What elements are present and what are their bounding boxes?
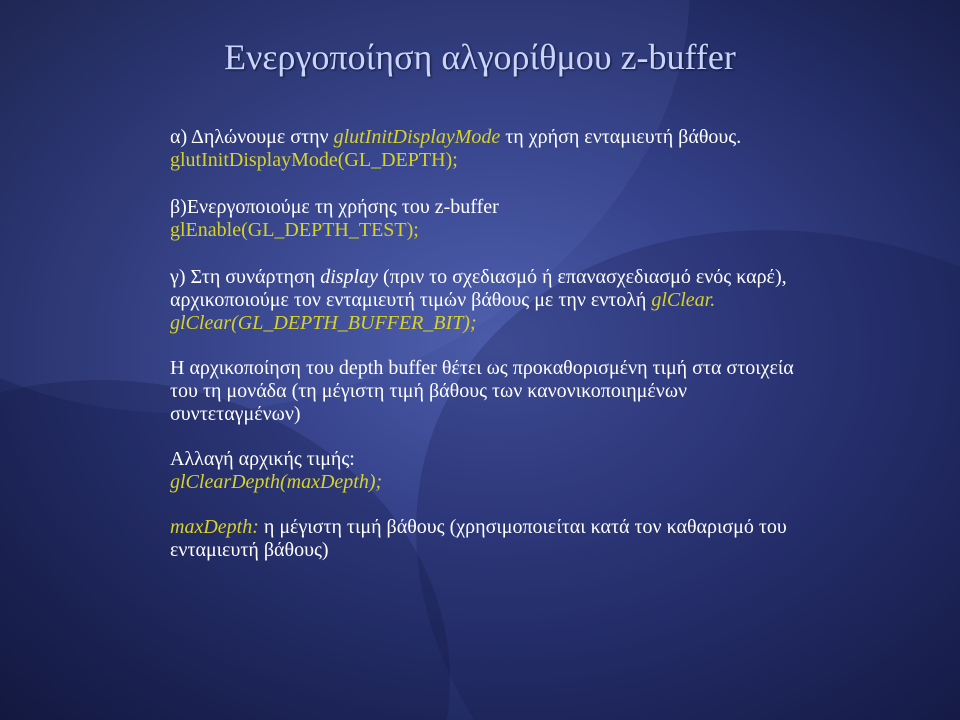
paragraph-f-text: η μέγιστη τιμή βάθους (χρησιμοποιείται κατά τον καθαρισμό του ενταμιευτή βάθους)	[170, 516, 787, 561]
paragraph-a-func: glutInitDisplayMode	[333, 126, 501, 148]
paragraph-a	[170, 126, 810, 149]
paragraph-c-mid: (πριν το σχεδιασμό ή επανασχεδιασμό ενός καρέ), αρχικοποιούμε τον ενταμιευτή τιμών βάθους με την εντολή	[170, 266, 787, 311]
paragraph-f-term: maxDepth:	[170, 516, 259, 538]
paragraph-c-func: display	[320, 266, 378, 288]
code-gl-clear: glClear(GL_DEPTH_BUFFER_BIT);	[170, 312, 477, 334]
code-gl-enable: glEnable(GL_DEPTH_TEST);	[170, 219, 419, 241]
paragraph-f	[170, 516, 810, 562]
slide-content	[170, 126, 810, 562]
paragraph-c-pre: γ) Στη συνάρτηση	[170, 266, 321, 288]
paragraph-a-post: τη χρήση ενταμιευτή βάθους.	[500, 126, 742, 148]
paragraph-b: β)Ενεργοποιούμε τη χρήσης του z-buffer	[170, 196, 499, 218]
paragraph-c-cmd: glClear.	[651, 289, 716, 311]
paragraph-a-pre: α) Δηλώνουμε στην	[170, 126, 334, 148]
paragraph-e: Αλλαγή αρχικής τιμής:	[170, 448, 355, 470]
paragraph-c	[170, 266, 810, 312]
slide-title: Ενεργοποίηση αλγορίθμου z-buffer	[224, 37, 736, 77]
code-gl-clear-depth: glClearDepth(maxDepth);	[170, 471, 383, 493]
paragraph-d: Η αρχικοποίηση του depth buffer θέτει ως προκαθορισμένη τιμή στα στοιχεία του τη μονάδα (τη μέγιστη τιμή βάθους των κανονικοποιημένων συντεταγμένων)	[170, 357, 794, 425]
code-glut-init: glutInitDisplayMode(GL_DEPTH);	[170, 149, 458, 171]
